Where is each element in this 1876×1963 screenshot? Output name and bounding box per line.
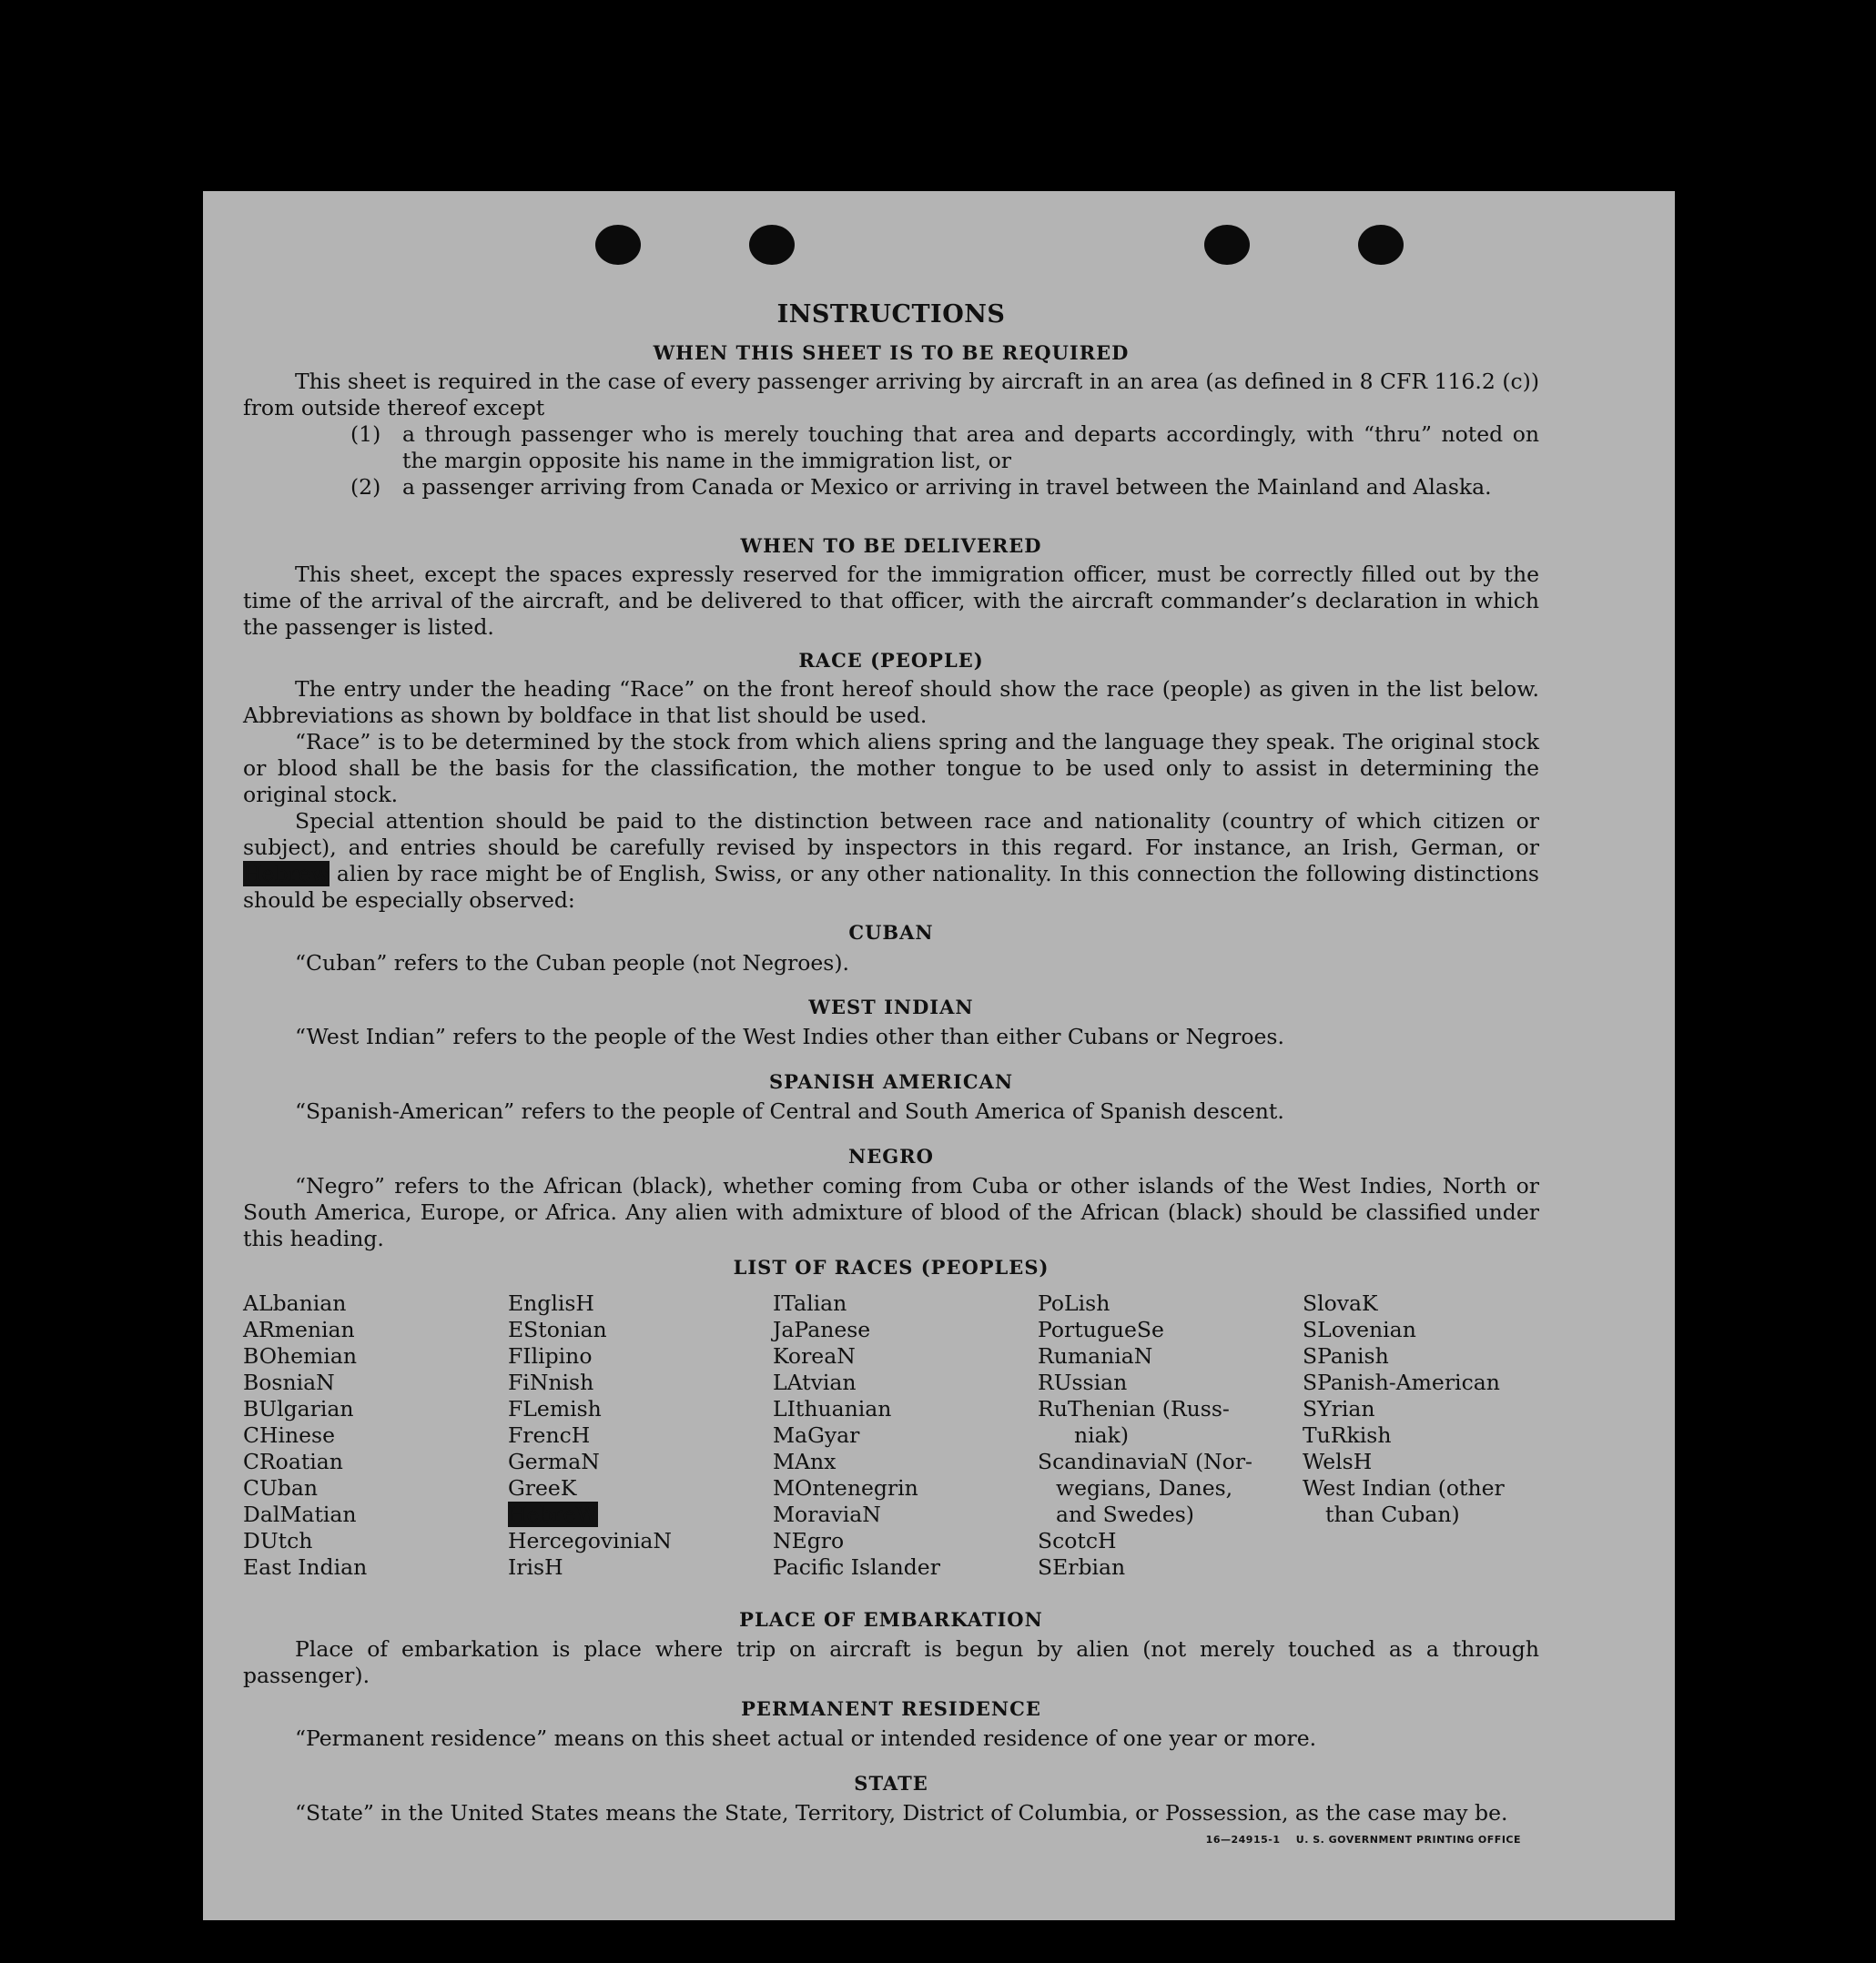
race-entry: FIlipino — [508, 1343, 593, 1369]
race-entry: PortugueSe — [1038, 1317, 1164, 1342]
heading-list-of-races: LIST OF RACES (PEOPLES) — [733, 1256, 1050, 1279]
race-paragraph-1: The entry under the heading “Race” on the front hereof should show the race (people) as given in the list below. Abbreviations as shown by boldface in that list should be used. — [243, 676, 1539, 728]
race-entry: CUban — [243, 1475, 318, 1501]
race-entry: SPanish — [1303, 1343, 1389, 1369]
race-entry: ALbanian — [243, 1290, 347, 1316]
race-entry: ITalian — [773, 1290, 847, 1316]
spanish-american-text: “Spanish-American” refers to the people of Central and South America of Spanish descent. — [295, 1098, 1284, 1124]
race-entry: DUtch — [243, 1528, 313, 1553]
race-entry: FrencH — [508, 1422, 591, 1448]
race-entry: KoreaN — [773, 1343, 856, 1369]
heading-required: WHEN THIS SHEET IS TO BE REQUIRED — [653, 341, 1130, 364]
race-entry: FLemish — [508, 1396, 602, 1422]
punch-hole — [749, 225, 795, 265]
race-entry: SYrian — [1303, 1396, 1375, 1422]
heading-west-indian: WEST INDIAN — [808, 996, 974, 1018]
item-number: (1) — [350, 421, 381, 447]
race-entry: IrisH — [508, 1554, 563, 1580]
race-entry: WelsH — [1303, 1449, 1373, 1474]
race-entry: BosniaN — [243, 1370, 335, 1395]
races-column-1 — [243, 1290, 507, 1581]
race-entry: niak) — [1074, 1422, 1130, 1448]
race-entry: RumaniaN — [1038, 1343, 1153, 1369]
heading-state: STATE — [854, 1772, 928, 1795]
redacted-word: Hebrew — [243, 861, 330, 886]
race-entry: SlovaK — [1303, 1290, 1378, 1316]
heading-negro: NEGRO — [848, 1145, 934, 1168]
race-entry: MaGyar — [773, 1422, 860, 1448]
race-entry: SLovenian — [1303, 1317, 1416, 1342]
race-entry: East Indian — [243, 1554, 368, 1580]
west-indian-text: “West Indian” refers to the people of the West Indies other than either Cubans or Negroes. — [295, 1024, 1284, 1049]
race-entry: than Cuban) — [1325, 1502, 1460, 1527]
race-paragraph-3 — [243, 808, 1539, 914]
redacted-word: HebreW — [508, 1502, 598, 1527]
race-entry: LIthuanian — [773, 1396, 892, 1422]
race-entry: EStonian — [508, 1317, 607, 1342]
race-paragraph-2: “Race” is to be determined by the stock from which aliens spring and the language they speak. The original stock or blood shall be the basis for the classification, the mother tongue to be used only to assist in determining the original stock. — [243, 729, 1539, 807]
race-entry: SPanish-American — [1303, 1370, 1500, 1395]
item-number: (2) — [350, 474, 381, 500]
required-item-2 — [350, 474, 1539, 501]
printing-office-footer: 16—24915-1 U. S. GOVERNMENT PRINTING OFFICE — [1205, 1834, 1521, 1846]
race-entry: BOhemian — [243, 1343, 357, 1369]
heading-race: RACE (PEOPLE) — [798, 649, 984, 672]
race-entry: CHinese — [243, 1422, 335, 1448]
required-item-1 — [350, 421, 1539, 474]
race-entry: DalMatian — [243, 1502, 357, 1527]
race-entry: West Indian (other — [1303, 1475, 1505, 1501]
race-entry: MAnx — [773, 1449, 837, 1474]
race-entry: MOntenegrin — [773, 1475, 918, 1501]
race-entry: GermaN — [508, 1449, 600, 1474]
heading-delivered: WHEN TO BE DELIVERED — [740, 534, 1042, 557]
page-title: INSTRUCTIONS — [776, 300, 1006, 329]
heading-cuban: CUBAN — [848, 921, 934, 944]
item-text: a through passenger who is merely touching that area and departs accordingly, with “thru” noted on the margin opposite his name in the immigration list, or — [402, 421, 1539, 473]
races-column-3 — [773, 1290, 1037, 1581]
embarkation-text: Place of embarkation is place where trip on aircraft is begun by alien (not merely touched as a through passenger). — [243, 1636, 1539, 1688]
cuban-text: “Cuban” refers to the Cuban people (not Negroes). — [295, 950, 850, 976]
races-column-4 — [1038, 1290, 1302, 1581]
race-entry: MoraviaN — [773, 1502, 881, 1527]
race-entry: FiNnish — [508, 1370, 594, 1395]
race-entry: RUssian — [1038, 1370, 1128, 1395]
negro-text: “Negro” refers to the African (black), whether coming from Cuba or other islands of the West Indies, North or South America, Europe, or Africa. Any alien with admixture of blood of the African (black) should be classified under this heading. — [243, 1173, 1539, 1251]
race-entry: LAtvian — [773, 1370, 857, 1395]
punch-hole — [1358, 225, 1404, 265]
punch-hole — [1204, 225, 1250, 265]
race-entry: EnglisH — [508, 1290, 594, 1316]
document-sheet — [203, 191, 1675, 1920]
race-entry: ScotcH — [1038, 1528, 1117, 1553]
race-p3-part-a: Special attention should be paid to the distinction between race and nationality (country of which citizen or subject), and entries should be carefully revised by inspectors in this regard. For instance, an Irish, German, or — [243, 808, 1539, 860]
race-entry: PoLish — [1038, 1290, 1110, 1316]
delivered-text: This sheet, except the spaces expressly reserved for the immigration officer, must be correctly filled out by the time of the arrival of the aircraft, and be delivered to that officer, with the aircraft commander’s declaration in which the passenger is listed. — [243, 562, 1539, 640]
state-text: “State” in the United States means the State, Territory, District of Columbia, or Possession, as the case may be. — [295, 1800, 1508, 1826]
race-entry: Pacific Islander — [773, 1554, 940, 1580]
required-intro: This sheet is required in the case of every passenger arriving by aircraft in an area (as defined in 8 CFR 116.2 (c)) from outside thereof except — [243, 369, 1539, 420]
race-entry: GreeK — [508, 1475, 577, 1501]
race-entry: wegians, Danes, — [1056, 1475, 1233, 1501]
heading-residence: PERMANENT RESIDENCE — [741, 1697, 1041, 1720]
races-column-5 — [1303, 1290, 1567, 1528]
race-entry: CRoatian — [243, 1449, 343, 1474]
race-entry: HercegoviniaN — [508, 1528, 672, 1553]
race-entry: TuRkish — [1303, 1422, 1392, 1448]
race-entry: ScandinaviaN (Nor- — [1038, 1449, 1252, 1474]
punch-hole — [595, 225, 641, 265]
race-entry: ARmenian — [243, 1317, 355, 1342]
race-entry: SErbian — [1038, 1554, 1126, 1580]
race-entry: BUlgarian — [243, 1396, 354, 1422]
residence-text: “Permanent residence” means on this sheet actual or intended residence of one year or more. — [295, 1725, 1317, 1751]
races-column-2 — [508, 1290, 772, 1581]
race-entry: NEgro — [773, 1528, 845, 1553]
heading-spanish-american: SPANISH AMERICAN — [768, 1070, 1014, 1093]
race-p3-part-b: alien by race might be of English, Swiss, or any other nationality. In this connection the following distinctions should be especially observed: — [243, 861, 1539, 913]
race-entry: RuThenian (Russ- — [1038, 1396, 1230, 1422]
heading-embarkation: PLACE OF EMBARKATION — [739, 1608, 1043, 1631]
race-entry: JaPanese — [773, 1317, 871, 1342]
race-entry: and Swedes) — [1056, 1502, 1194, 1527]
item-text: a passenger arriving from Canada or Mexico or arriving in travel between the Mainland and Alaska. — [402, 474, 1492, 500]
race-entry-redacted — [508, 1502, 772, 1528]
